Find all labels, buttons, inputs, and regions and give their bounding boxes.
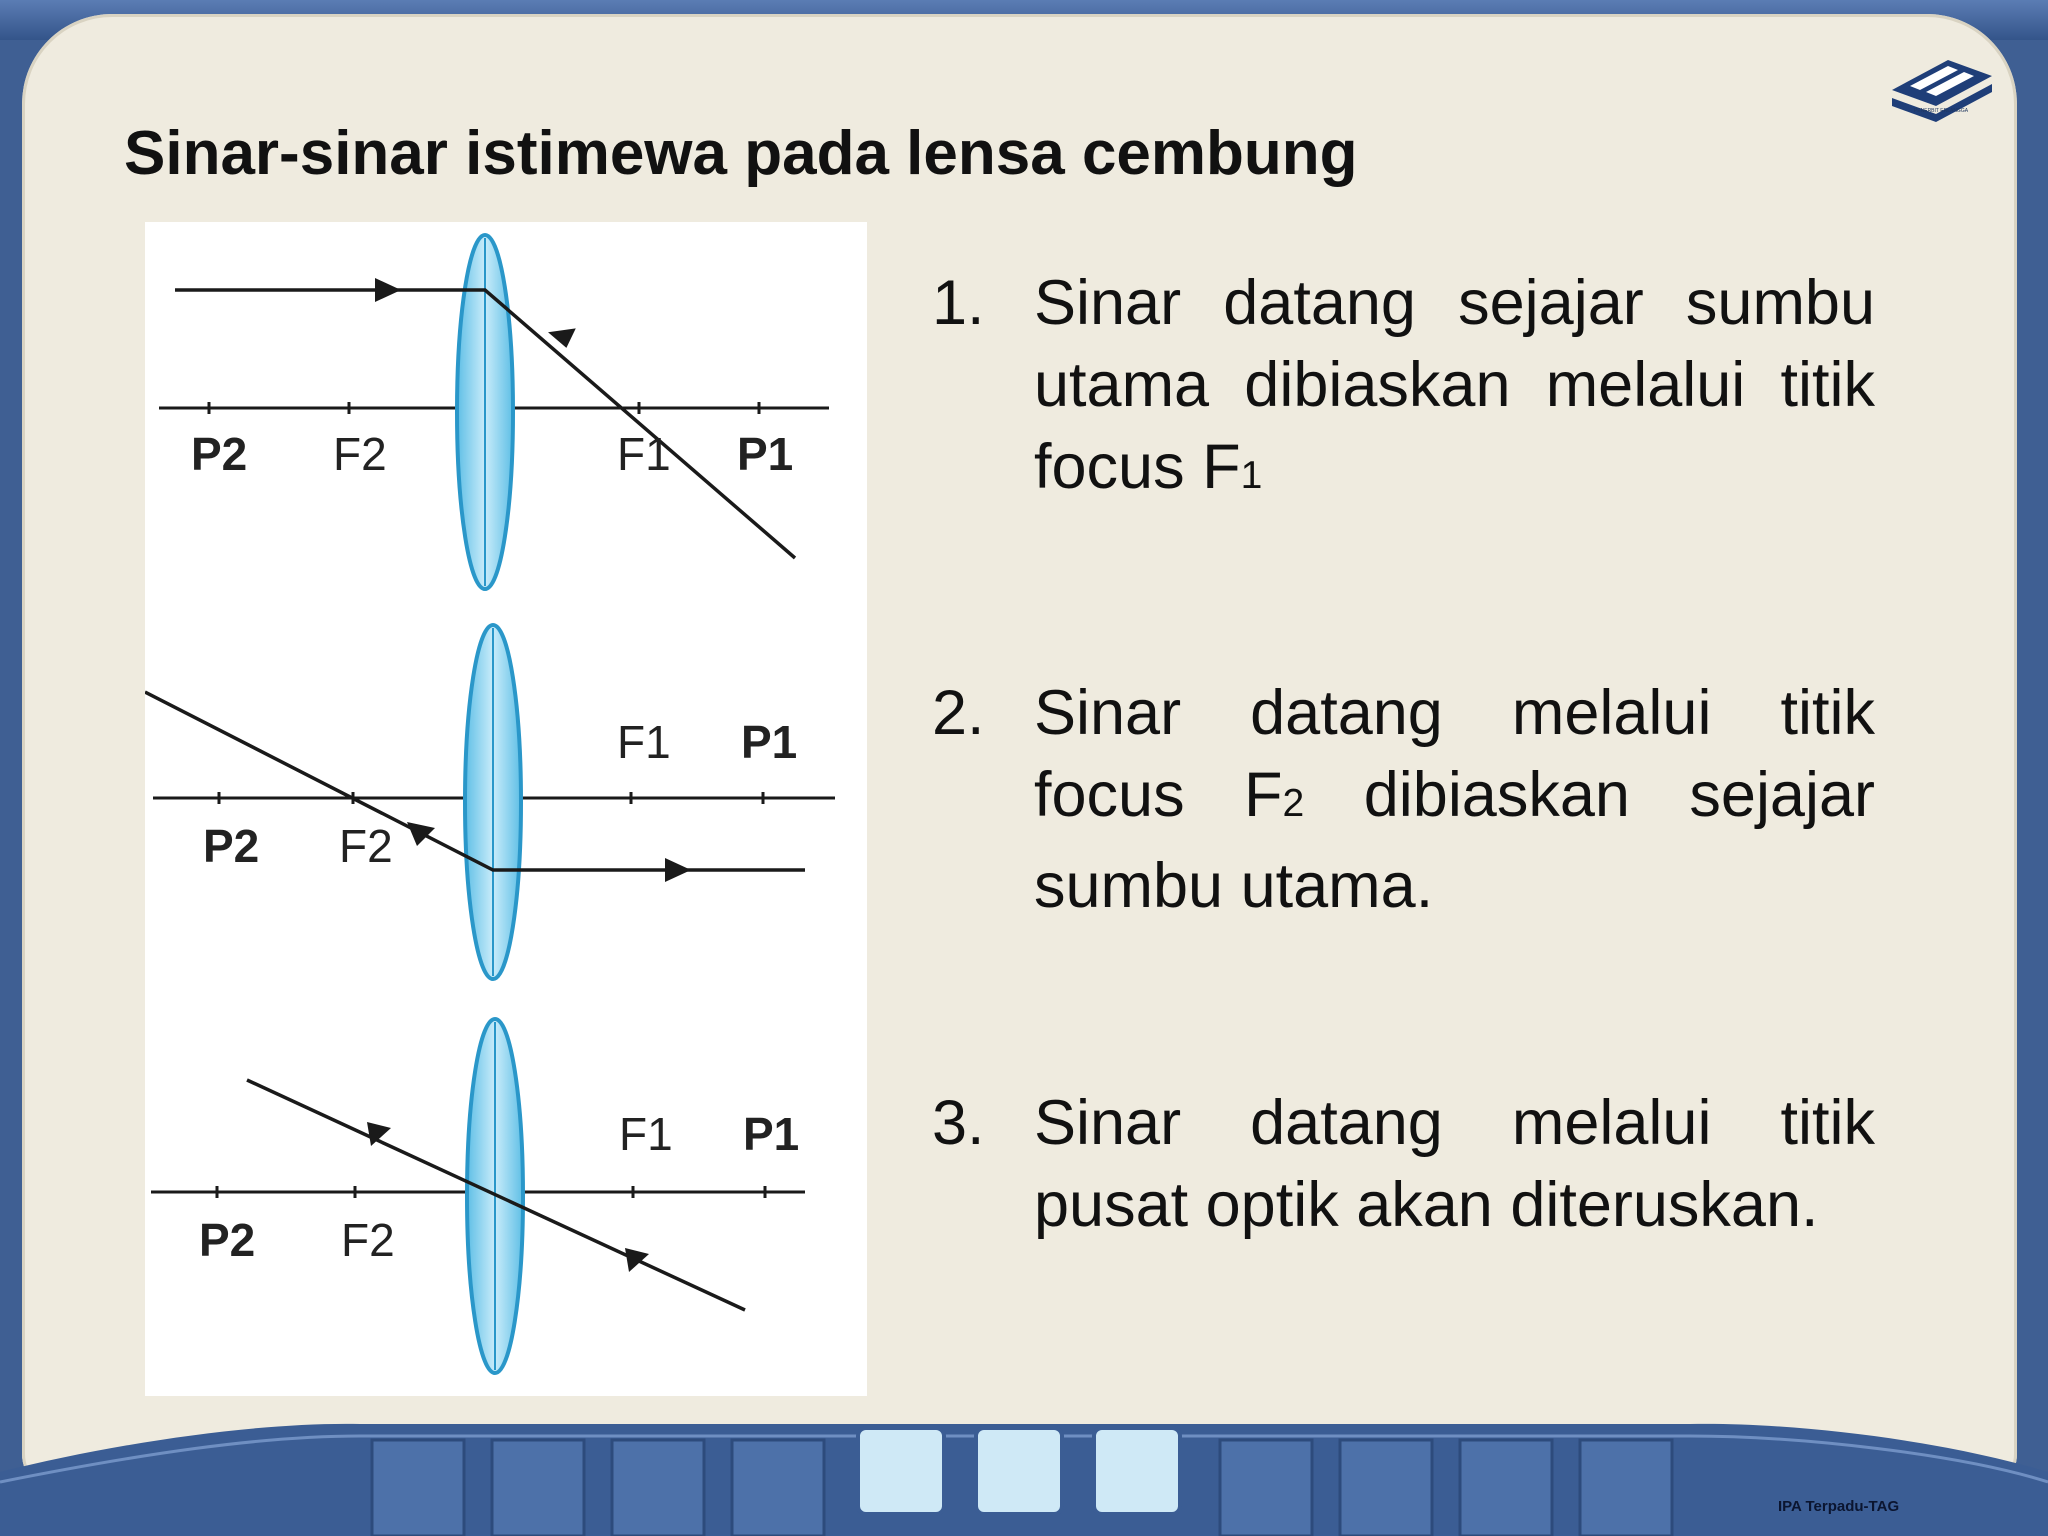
label-p2: P2 [203,820,260,872]
label-p1: P1 [741,716,798,768]
label-f1: F1 [619,1108,673,1160]
footer-label: IPA Terpadu-TAG [1778,1498,1900,1515]
bottom-decoration-bar [0,1402,2048,1536]
ray-arrow-icon [665,858,691,882]
list-item-number: 3. [932,1088,985,1158]
label-f2: F2 [333,428,387,480]
slide-title: Sinar-sinar istimewa pada lensa cembung [124,119,1358,188]
label-f1: F1 [617,716,671,768]
label-f2: F2 [339,820,393,872]
list-item [932,672,1875,927]
diagram-optical-center-ray [151,1019,805,1373]
label-p1: P1 [743,1108,800,1160]
publisher-logo-icon [1888,46,1998,126]
list-item-text: Sinar datang melalui titik focus F2 dibiaskan sejajar sumbu utama. [1034,678,1875,921]
ray-diagrams [145,222,867,1396]
diagram-focus-ray [145,625,835,979]
list-item-text: Sinar datang sejajar sumbu utama dibiaskan melalui titik focus F1 [1034,268,1875,502]
list-item [932,1082,1875,1255]
label-f1: F1 [617,428,671,480]
ray-arrow-icon [407,822,435,846]
list-item [932,262,1875,517]
ray-diagram-panel [145,222,867,1396]
ray-arrow-icon [375,278,401,302]
ray-arrow-icon [625,1248,649,1272]
list-item-number: 1. [932,268,985,338]
label-f2: F2 [341,1214,395,1266]
list-item-text: Sinar datang melalui titik pusat optik akan diteruskan. [1034,1088,1875,1240]
label-p1: P1 [737,428,794,480]
list-item-number: 2. [932,678,985,748]
label-p2: P2 [199,1214,256,1266]
logo-caption: PENERBIT ERLANGGA [1913,108,1969,114]
diagram-parallel-ray [159,235,829,589]
label-p2: P2 [191,428,248,480]
